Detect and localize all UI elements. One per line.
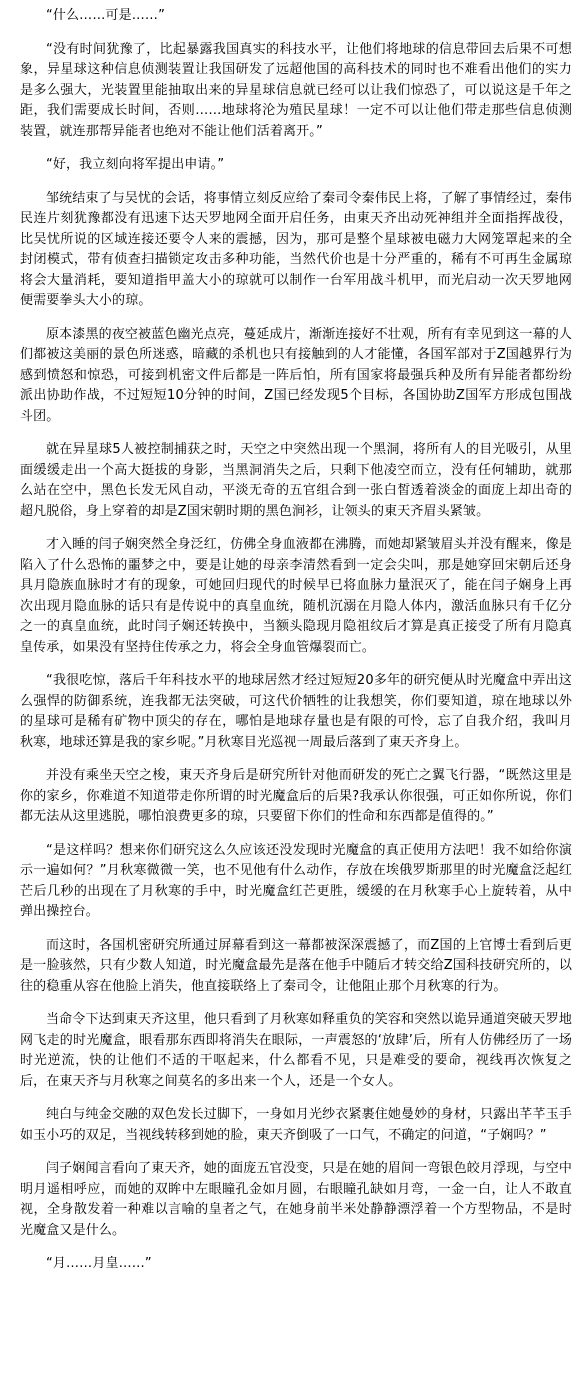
paragraph: 才入睡的闫子娴突然全身泛红，仿佛全身血液都在沸腾，而她却紧皱眉头并没有醒来，像是陷入了什么恐怖的噩梦之中，要是让她的母亲李清然看到一定会尖叫，那是她穿回宋朝后还身具月隐族血脉时才有的现象，可她回归现代的时候早已将血脉力量泯灭了，能在闫子娴身上再次出现月隐血脉的话只有是传说中的真皇血统，随机沉溺在月隐人体内，激活血脉只有千亿分之一的真皇血统，此时闫子娴还转换中，当额头隐现月隐祖纹后才算是真正接受了所有月隐真皇传承，如果没有坚持住传承之力，将会全身血管爆裂而亡。	[20, 537, 573, 655]
paragraph: 邹统结束了与吴忧的会话，将事情立刻反应给了秦司令秦伟民上将，了解了事情经过，秦伟民连片刻犹豫都没有迅速下达天罗地网全面开启任务，由東天齐出动死神组并全面指挥战役，比吴忧所说的区域连接还要令人来的震撼，因为，那可是整个星球被电磁力大网笼罩起来的全封闭模式，带有侦查扫描锁定攻击多种功能，当然代价也是十分严重的，稀有不可再生金属琼将会大量消耗，要知道指甲盖大小的琼就可以制作一台军用战斗机甲，而光启动一次天罗地网便需要拳头大小的琼。	[20, 190, 573, 308]
paragraph: 就在异星球5人被控制捕获之时，天空之中突然出现一个黑洞，将所有人的目光吸引，从里面缓缓走出一个高大挺拔的身影，当黑洞消失之后，只剩下他凌空而立，没有任何辅助，就那么站在空中，黑色长发无风自动，平淡无奇的五官组合到一张白皙透着淡金的面庞上却出奇的超凡脱俗，身上穿着的却是Z国宋朝时期的黑色涧衫，让领头的東天齐眉头紧皱。	[20, 442, 572, 519]
paragraph: “是这样吗？想来你们研究这么久应该还没发现时光魔盒的真正使用方法吧！我不如给你演示一遍如何？”月秋寒微微一笑，也不见他有什么动作，存放在埃俄罗斯那里的时光魔盒泛起红芒后几秒的出现在了月秋寒的手中，时光魔盒红芒更胜，缓缓的在月秋寒手心上旋转着，从中弹出操控台。	[20, 842, 572, 919]
paragraph: “我很吃惊，落后千年科技水平的地球居然才经过短短20多年的研究便从时光魔盒中弄出这么强悍的防御系统，连我都无法突破，可这代价牺牲的让我想笑，你们要知道，琼在地球以外的星球可是稀有矿物中顶尖的存在，哪怕是地球存量也是有限的可怜，忘了自我介绍，我叫月秋寒，地球还算是我的家乡呢。”月秋寒目光巡视一周最后落到了東天齐身上。	[20, 673, 572, 750]
paragraph: 纯白与纯金交融的双色发长过脚下，一身如月光纱衣紧裹住她曼妙的身材，只露出芊芊玉手如玉小巧的双足，当视线转移到她的脸，東天齐倒吸了一口气，不确定的问道，“子娴吗？”	[20, 1107, 573, 1143]
paragraph: “好，我立刻向将军提出申请。”	[46, 157, 225, 172]
paragraph: 而这时，各国机密研究所通过屏幕看到这一幕都被深深震撼了，而Z国的上官博士看到后更是一脸骇然，只有少数人知道，时光魔盒最先是落在他手中随后才转交给Z国科技研究所的，以往的稳重从容在他脸上消失，他直接联络上了秦司令，让他阻止那个月秋寒的行为。	[20, 937, 572, 994]
paragraph: “没有时间犹豫了，比起暴露我国真实的科技水平，让他们将地球的信息带回去后果不可想象，异星球这种信息侦测装置让我国研发了远超他国的高科技术的同时也不难看出他们的实力是多么强大，光装置里能抽取出来的异星球信息就已经可以让我们惊恐了，可以说这是千年之距，我们需要成长时间，否则……地球将沦为殖民星球！一定不可以让他们带走那些信息侦测装置，就连那帮异能者也绝对不能让他们活着离开。”	[20, 41, 572, 139]
paragraph: “月……月皇……”	[46, 1256, 152, 1271]
paragraph: 闫子娴闻言看向了東天齐，她的面庞五官没变，只是在她的眉间一弯银色皎月浮现，与空中明月遥相呼应，而她的双眸中左眼瞳孔金如月圆，右眼瞳孔缺如月弯，一金一白，让人不敢直视，全身散发着一种难以言喻的皇者之气，在她身前半米处静静漂浮着一个方型物品，不是时光魔盒又是什么。	[20, 1161, 573, 1238]
paragraph: 原本漆黑的夜空被蓝色幽光点亮，蔓延成片，渐渐连接好不壮观，所有有幸见到这一幕的人们都被这美丽的景色所迷惑，暗藏的杀机也只有接触到的人才能懂，各国军部对于Z国越界行为感到愤怒和惊恐，可接到机密文件后都是一阵后怕，所有国家将最强兵种及所有异能者都纷纷派出协助作战，不过短短10分钟的时间，Z国已经发现5个目标，各国协助Z国军方形成包围战斗团。	[20, 326, 573, 424]
paragraph: “什么……可是……”	[46, 8, 165, 23]
paragraph: 当命令下达到東天齐这里，他只看到了月秋寒如释重负的笑容和突然以诡异通道突破天罗地网飞走的时光魔盒，眼看那东西即将消失在眼际，一声震怒的‘放肆’后，所有人仿佛经历了一场时光逆流，快的让他们不适的干呕起来，什么都看不见，只是难受的要命，视线再次恢复之后，在東天齐与月秋寒之间莫名的多出来一个人，还是一个女人。	[20, 1012, 573, 1089]
paragraph: 并没有乘坐天空之梭，東天齐身后是研究所针对他而研发的死亡之翼飞行器，“既然这里是你的家乡，你难道不知道带走你所谓的时光魔盒后的后果?我承认你很强，可正如你所说，你们都无法从这里逃脱，哪怕浪费更多的琼，只要留下你们的性命和东西都是值得的。”	[20, 768, 572, 824]
